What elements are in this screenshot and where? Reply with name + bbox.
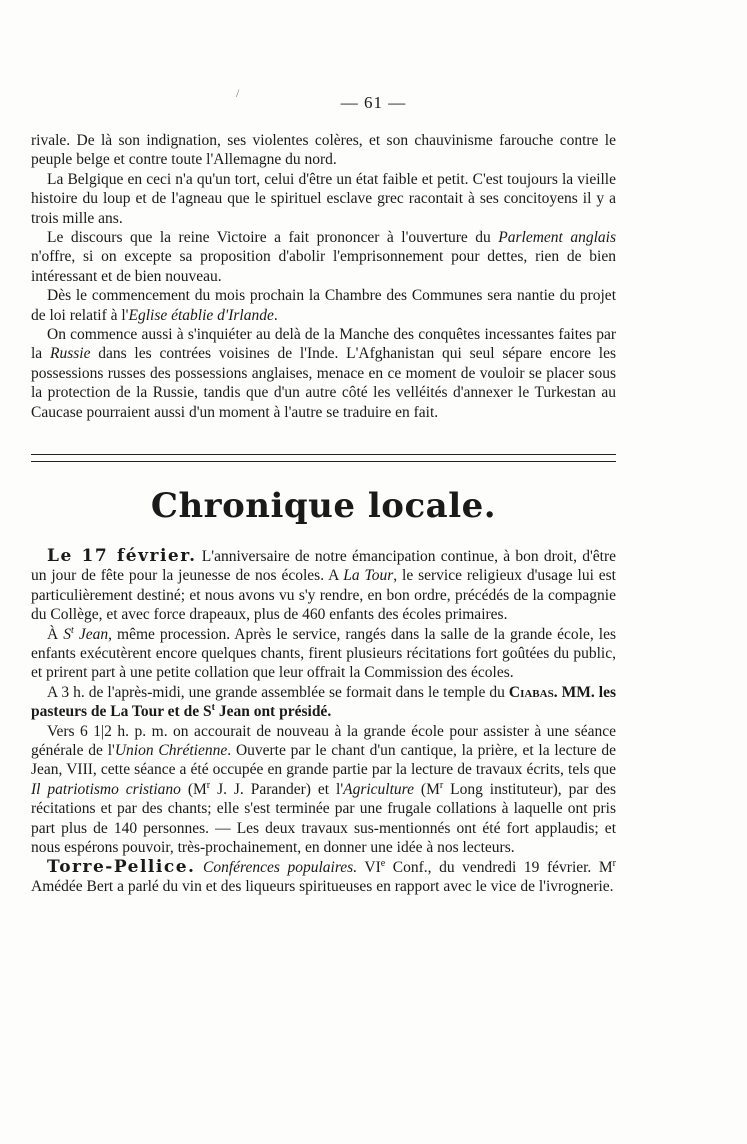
italic-term: Parlement anglais bbox=[498, 229, 617, 247]
paragraph: On commence aussi à s'inquiéter au delà de la Manche des conquêtes incessantes faites par la Russie dans les contrées voisines de l'Inde. L'Afghanistan qui seul sépare encore les possessions russes des possessions anglaises, menace en ce moment de vouloir se placer sous la protection de la Russie, tandis que d'un autre côté les velléités d'annexer le Turkestan au Caucase pourraient aussi d'un moment à l'autre se traduire en fait. bbox=[31, 326, 617, 421]
paragraph: Vers 6 1|2 h. p. m. on accourait de nouveau à la grande école pour assister à une séance générale de l'Union Chrétienne. Ouverte par le chant d'un cantique, la prière, et la lecture de Jean, VIII, cette séance a été occupée en grande partie par la lecture de travaux écrits, tels que Il patriotismo cristiano ($M^r$ J. J. Parander) et l'Agriculture ($M^r$ Long instituteur), par des récitations et par des chants; elle s'est terminée par une frugale collations à laquelle ont pris part plus de 140 personnes. — Les deux travaux sus-mentionnés ont été fort applaudis; et nous espérons pouvoir, très-prochainement, en donner une idée à nos lecteurs. bbox=[31, 722, 617, 857]
paragraph: La Belgique en ceci n'a qu'un tort, celui d'être un état faible et petit. C'est toujours la vieille histoire du loup et de l'agneau que le spirituel esclave grec racontait à ses concitoyens il y a trois mille ans. bbox=[31, 170, 616, 227]
page-number: — 61 — bbox=[340, 93, 407, 112]
italic-term: La Tour bbox=[343, 567, 394, 585]
lower-text-block bbox=[31, 547, 616, 896]
place-heading: Torre-Pellice. bbox=[47, 856, 196, 877]
upper-text-block bbox=[31, 131, 616, 422]
place-name: Ciabas bbox=[508, 683, 554, 701]
italic-term: Il patriotismo cristiano bbox=[31, 780, 181, 798]
paragraph: Le 17 février. L'anniversaire de notre émancipation continue, à bon droit, d'être un jour de fête pour la jeunesse de nos écoles. A La Tour, le service religieux d'usage lui est particulièrement destiné; et nous avons vu s'y rendre, en bon ordre, précédés de la compagnie du Collège, et avec force drapeaux, plus de 460 enfants des écoles primaires. bbox=[31, 546, 617, 624]
paragraph: Dès le commencement du mois prochain la Chambre des Communes sera nantie du projet de loi relatif à l'Eglise établie d'Irlande. bbox=[31, 287, 616, 324]
italic-term: Eglise établie d'Irlande bbox=[128, 306, 274, 324]
paragraph: A 3 h. de l'après-midi, une grande assemblée se formait dans le temple du Ciabas. MM. les pasteurs de La Tour et de $S^t$ Jean ont présidé. bbox=[31, 683, 616, 721]
paragraph: À $S^t$ Jean, même procession. Après le service, rangés dans la salle de la grande école, les enfants exécutèrent encore quelques chants, firent plusieurs récitations fort goûtées du public, et prirent part à une petite collation que leur offrait la Commission des écoles. bbox=[31, 624, 616, 682]
paragraph: rivale. De là son indignation, ses violentes colères, et son chauvinisme farouche contre le peuple belge et contre toute l'Allemagne du nord. bbox=[31, 132, 616, 169]
italic-term: Russie bbox=[49, 345, 91, 363]
stray-mark: / bbox=[236, 86, 240, 100]
paragraph: Torre-Pellice. Conférences populaires. VIe Conf., du vendredi 19 février. $M^r$ Amédée Bert a parlé du vin et des liqueurs spiritueuses en rapport avec le vice de l'ivrognerie. bbox=[31, 856, 616, 895]
italic-term: Agriculture bbox=[343, 780, 414, 798]
paragraph: Le discours que la reine Victoire a fait prononcer à l'ouverture du Parlement anglais n'offre, si on excepte sa proposition d'abolir l'emprisonnement pour dettes, rien de bien intéressant et de bien nouveau. bbox=[31, 229, 617, 285]
double-rule-divider bbox=[31, 454, 616, 462]
date-heading: Le 17 février. bbox=[47, 546, 197, 566]
italic-term: $S^t$ Jean bbox=[63, 624, 109, 643]
italic-term: Conférences populaires. bbox=[203, 858, 358, 876]
section-title: Chronique locale. bbox=[150, 486, 497, 526]
italic-term: Union Chrétienne bbox=[114, 742, 228, 760]
